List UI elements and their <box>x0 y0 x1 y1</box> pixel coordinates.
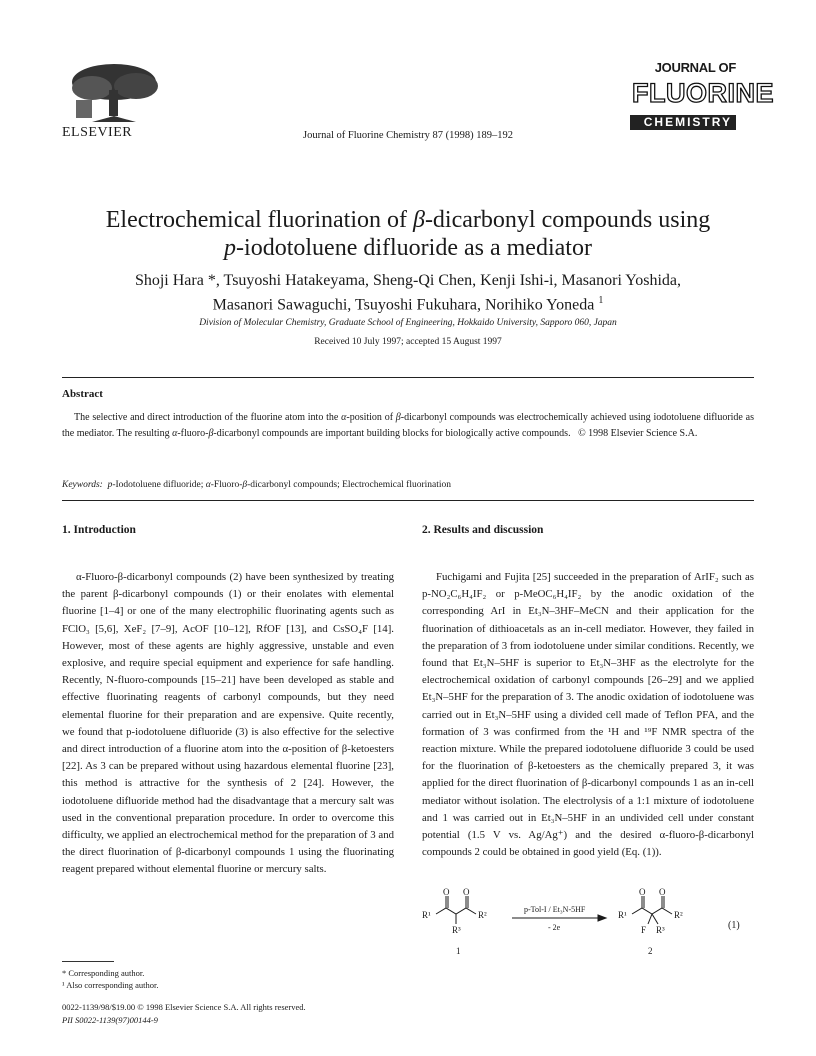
pr-r3-bond <box>652 914 658 924</box>
footnote-also: ¹ Also corresponding author. <box>62 980 159 990</box>
title-line2: -iodotoluene difluoride as a mediator <box>236 235 592 261</box>
title-line1-b: -dicarbonyl compounds using <box>424 207 711 233</box>
journal-citation: Journal of Fluorine Chemistry 87 (1998) 189–192 <box>303 130 513 141</box>
abstract-part: -dicarbonyl compounds was electrochemically achieved using iodotoluene difluoride as the mediator. The resulting <box>62 412 754 439</box>
beta-symbol: β <box>395 412 401 423</box>
journal-logo-middle: FLUORINE <box>632 78 774 108</box>
reaction-scheme-figure <box>422 888 754 968</box>
introduction-paragraph: α-Fluoro-β-dicarbonyl compounds (2) have been synthesized by treating the parent β-dicarbonyl compounds (1) or their enolates with elemental fluorine [1–4] or one of the many electrophilic fluorinating agents such as FClO₃ [5,6], XeF₂ [7–9], AcOF [10–12], RfOF [13], and CsSO₄F [14]. However, most of these agents are highly aggressive, unstable and even explosive, and require special equipment and experience for safe handling. Recently, N-fluoro-compounds [15–21] have been developed as stable and effective fluorinating reagents of carbonyl compounds, but they need elemental fluorine for their preparation and are expensive. Quite recently, we found that p-iodotoluene difluoride (3) is also effective for the selective and direct introduction of a fluorine atom into the α-position of β-ketoesters [22]. As 3 can be prepared without using hazardous elemental fluorine [23], this method is attractive for the synthesis of 2 [24]. However, the iodotoluene difluoride method had the disadvantage that a mercury salt was used in the conventional preparation procedure. In order to overcome this difficulty, we applied an electrochemical method for the preparation of 3 and the direct fluorination of β-dicarbonyl compounds 1 using the fluorinating reagent prepared without elemental fluorine or mercury salts. <box>62 571 394 876</box>
title-beta: β <box>412 207 425 233</box>
title-p-italic: p <box>224 235 237 261</box>
received-dates: Received 10 July 1997; accepted 15 August 1997 <box>314 337 502 347</box>
reaction-electrons: - 2e <box>548 923 561 932</box>
sm-oxygen-2: O <box>463 888 470 897</box>
footnote-rule <box>62 961 114 962</box>
alpha-symbol: α <box>172 428 178 439</box>
section-heading-introduction: 1. Introduction <box>62 524 136 536</box>
title-line1-a: Electrochemical fluorination of <box>105 207 413 233</box>
elsevier-tree-icon <box>62 60 166 124</box>
pr-fluorine: F <box>641 925 647 935</box>
sm-r1: R¹ <box>422 910 431 920</box>
publisher-logo <box>62 60 166 124</box>
abstract-body <box>62 410 754 442</box>
keyword-part: β <box>242 480 248 490</box>
keywords <box>62 480 451 490</box>
keyword-part: -dicarbonyl compounds; Electrochemical fluorination <box>247 480 452 490</box>
pr-oxygen-1: O <box>639 888 646 897</box>
abstract-part: -fluoro- <box>177 428 209 439</box>
authors-line1: Shoji Hara *, Tsuyoshi Hatakeyama, Sheng-Qi Chen, Kenji Ishi-i, Masanori Yoshida, <box>134 272 682 289</box>
keyword-part: p <box>107 480 113 490</box>
copyright-block <box>62 1001 306 1027</box>
footnote-corresponding: * Corresponding author. <box>62 968 145 978</box>
alpha-symbol: α <box>341 412 347 423</box>
keyword-part: -Iodotoluene difluoride; <box>112 480 206 490</box>
pr-oxygen-2: O <box>659 888 666 897</box>
publisher-name: ELSEVIER <box>62 125 133 140</box>
sm-r2: R² <box>478 910 487 920</box>
abstract-part: -position of <box>346 412 396 423</box>
pr-bond-skeleton <box>632 908 672 914</box>
abstract-bottom-rule <box>62 500 754 501</box>
results-body <box>422 569 754 861</box>
abstract-heading: Abstract <box>62 388 103 400</box>
pii-line: PII S0022-1139(97)00144-9 <box>62 1015 158 1025</box>
compound-label-2: 2 <box>648 946 653 956</box>
issn-line: 0022-1139/98/$19.00 © 1998 Elsevier Science S.A. All rights reserved. <box>62 1002 306 1012</box>
keyword-part: -Fluoro- <box>210 480 243 490</box>
pr-r3: R³ <box>656 925 665 935</box>
section-heading-results: 2. Results and discussion <box>422 524 544 536</box>
abstract-part: -dicarbonyl compounds are important building blocks for biologically active compounds. <box>213 428 571 439</box>
sm-oxygen-1: O <box>443 888 450 897</box>
sm-r3: R³ <box>452 925 461 935</box>
author-footnote-mark: 1 <box>598 295 604 306</box>
affiliation: Division of Molecular Chemistry, Graduate School of Engineering, Hokkaido University, Sapporo 060, Japan <box>199 318 617 328</box>
equation-number: (1) <box>728 920 740 931</box>
pr-r1: R¹ <box>618 910 627 920</box>
pr-r2: R² <box>674 910 683 920</box>
top-rule <box>62 377 754 378</box>
sm-bond-skeleton <box>436 908 476 914</box>
journal-logo-bottom: CHEMISTRY <box>630 115 736 130</box>
footnotes <box>62 967 159 991</box>
reaction-equation <box>422 888 754 968</box>
results-paragraph: Fuchigami and Fujita [25] succeeded in the preparation of ArIF₂ such as p-NO₂C₆H₄IF₂ or p-MeOC₆H₄IF₂ by the anodic oxidation of the corresponding ArI in Et₃N–3HF–MeCN and their application for the fluorination of dithioacetals as an in-cell mediator. However, they failed in the preparation of 3 from iodotoluene under similar conditions. Recently, we found that Et₃N–5HF is superior to Et₃N–3HF as the electrolyte for the electrochemical oxidation of carbonyl compounds [26–29] and we applied Et₃N–5HF for the preparation of 3. The anodic oxidation of iodotoluene was carried out in Et₃N–5HF using a divided cell made of Teflon PFA, and the formation of 3 was confirmed from the ¹H and ¹⁹F NMR spectra of the reaction mixture. While the prepared iodotoluene difluoride 3 could be used for the fluorination of β-ketoesters as the chemically prepared 3, it was applied for the direct fluorination of β-dicarbonyl compounds 1 as an in-cell mediator without isolation. The electrolysis of a 1:1 mixture of iodotoluene and 1 was carried out in Et₃N–5HF in an undivided cell under constant potential (1.5 V vs. Ag/Ag⁺) and the desired α-fluoro-β-dicarbonyl compounds 2 could be obtained in good yield (Eq. (1)). <box>422 571 754 859</box>
keyword-part: α <box>205 480 211 490</box>
keywords-label: Keywords: <box>62 480 103 490</box>
reaction-arrow-head <box>598 915 606 921</box>
journal-logo <box>622 58 774 142</box>
author-list <box>0 271 816 315</box>
introduction-body <box>62 569 394 879</box>
abstract-copyright: © 1998 Elsevier Science S.A. <box>578 428 698 439</box>
reaction-reagent: p-Tol-I / Et₃N-5HF <box>524 905 586 914</box>
paper-title <box>0 206 816 262</box>
compound-label-1: 1 <box>456 946 461 956</box>
beta-symbol: β <box>208 428 214 439</box>
journal-logo-top: JOURNAL OF <box>654 60 736 75</box>
authors-line2: Masanori Sawaguchi, Tsuyoshi Fukuhara, Norihiko Yoneda <box>212 296 595 314</box>
pr-f-bond <box>648 914 652 924</box>
abstract-part: The selective and direct introduction of the fluorine atom into the <box>74 412 342 423</box>
